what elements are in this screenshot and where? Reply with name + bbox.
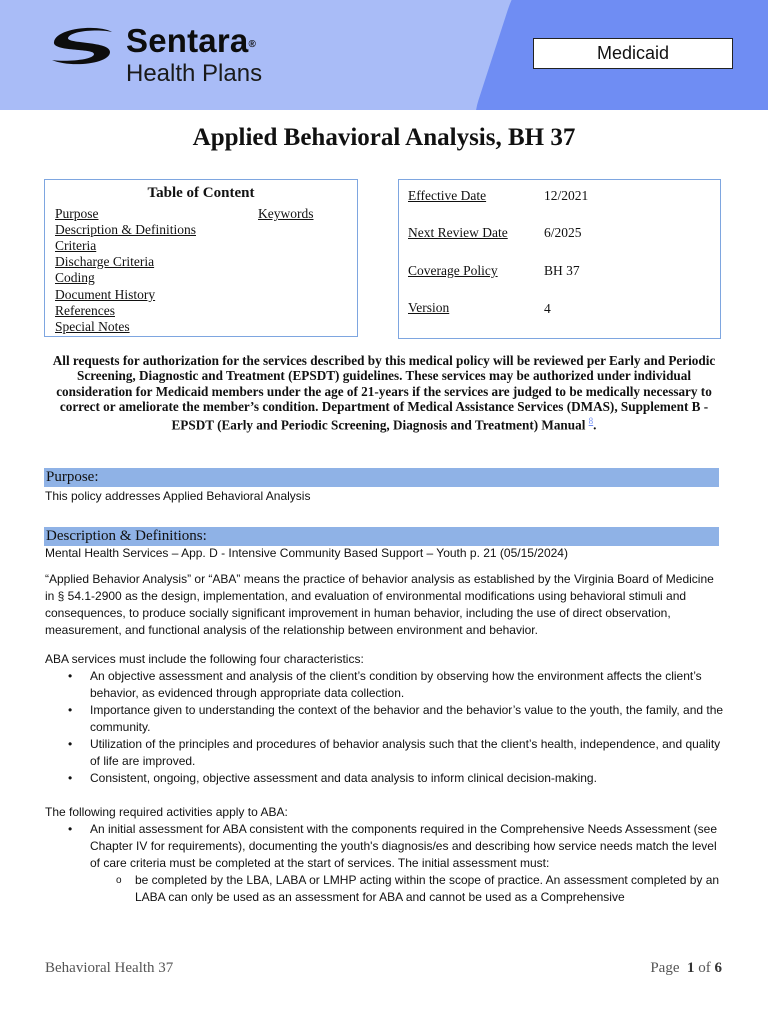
toc-link-keywords[interactable]: Keywords — [258, 206, 314, 221]
toc-link-coding[interactable]: Coding — [55, 270, 95, 285]
aba-definition: “Applied Behavior Analysis” or “ABA” means the practice of behavior analysis as established by the Virginia Board of Medicine in § 54.1-2900 as the design, implementation, and evaluation of environmental modifications using behavioral stimuli and consequences, to produce socially significant improvement in human behavior, including the use of direct observation, measurement, and functional analysis of the relationship between environment and behavior. — [45, 572, 714, 637]
reference-link[interactable]: 8 — [588, 416, 594, 427]
list-item: • Consistent, ongoing, objective assessment and data analysis to inform clinical decision-making. — [68, 771, 597, 785]
activities-list — [45, 821, 725, 906]
sentara-logo — [48, 24, 262, 87]
brand-subtitle: Health Plans — [126, 60, 263, 87]
toc-link-references[interactable]: References — [55, 303, 115, 318]
footer-document-name: Behavioral Health 37 — [45, 960, 174, 976]
footer-page-number: Page 1 of 6 — [650, 960, 722, 976]
toc-link-document-history[interactable]: Document History — [55, 287, 156, 302]
brand-name: Sentara® — [126, 22, 257, 59]
header-band — [0, 0, 768, 110]
table-of-content — [44, 179, 358, 337]
coverage-policy-label: Coverage Policy — [408, 263, 498, 278]
description-source: Mental Health Services – App. D - Intensive Community Based Support – Youth p. 21 (05/15/2024) — [45, 546, 568, 560]
list-item: • An initial assessment for ABA consistent with the components required in the Comprehensive Needs Assessment (see Chapter IV for requirements), documenting the youth's diagnosis/es and describing how service needs match the level of care criteria must be completed at the start of services. The initial assessment must: o be completed by the LBA, LABA or LMHP acting within the scope of practice. An assessment completed by an LABA can only be used as an assessment for ABA and cannot be used as a Comprehensive — [45, 821, 725, 906]
page-title: Applied Behavioral Analysis, BH 37 — [192, 124, 576, 151]
toc-link-criteria[interactable]: Criteria — [55, 238, 97, 253]
characteristics-list — [45, 668, 725, 787]
version-label: Version — [408, 300, 450, 315]
plan-type-badge: Medicaid — [533, 38, 733, 69]
toc-link-special-notes[interactable]: Special Notes — [55, 319, 130, 334]
characteristics-intro: ABA services must include the following four characteristics: — [45, 652, 364, 666]
version-value: 4 — [544, 301, 551, 316]
list-item: • An objective assessment and analysis of the client’s condition by observing how the environment affects the client’s behavior, as evidenced through appropriate data collection. — [68, 669, 702, 700]
notice-text: All requests for authorization for the services described by this medical policy will be reviewed per Early and Periodic Screening, Diagnostic and Treatment (EPSDT) guidelines. These services may be authorized under individual consideration for Medicaid members under the age of 21-years if the services are judged to be medically necessary to correct or ameliorate the member’s condition. Department of Medical Assistance Services (DMAS), Supplement B - EPSDT (Early and Periodic Screening, Diagnosis and Treatment) Manual — [52, 353, 716, 433]
toc-link-description[interactable]: Description & Definitions — [55, 222, 196, 237]
sub-list-item: o be completed by the LBA, LABA or LMHP acting within the scope of practice. An assessment completed by an LABA can only be used as an assessment for ABA and cannot be used as a Comprehensive — [116, 873, 720, 904]
description-heading: Description & Definitions: — [44, 527, 719, 546]
next-review-date-value: 6/2025 — [544, 225, 582, 240]
effective-date-value: 12/2021 — [544, 188, 589, 203]
activities-intro: The following required activities apply to ABA: — [45, 805, 288, 819]
sentara-s-swoosh-icon — [48, 24, 118, 68]
sub-list — [90, 872, 725, 906]
list-item: • Utilization of the principles and procedures of behavior analysis such that the client’s health, independence, and quality of life are improved. — [68, 737, 721, 768]
policy-info-box — [398, 179, 721, 339]
effective-date-label: Effective Date — [408, 188, 487, 203]
toc-link-purpose[interactable]: Purpose — [55, 206, 99, 221]
list-item: • Importance given to understanding the context of the behavior and the behavior’s value to the youth, the family, and the community. — [68, 703, 724, 734]
toc-link-discharge-criteria[interactable]: Discharge Criteria — [55, 254, 155, 269]
next-review-date-label: Next Review Date — [408, 225, 508, 240]
toc-title: Table of Content — [147, 185, 255, 201]
epsdt-notice: All requests for authorization for the services described by this medical policy will be reviewed per Early and Periodic Screening, Diagnostic and Treatment (EPSDT) guidelines. These services may be authorized under individual consideration for Medicaid members under the age of 21-years if the services are judged to be medically necessary to correct or ameliorate the member’s condition. Department of Medical Assistance Services (DMAS), Supplement B - EPSDT (Early and Periodic Screening, Diagnosis and Treatment) Manual $^8$. — [52, 353, 716, 433]
purpose-heading: Purpose: — [44, 468, 719, 487]
coverage-policy-value: BH 37 — [544, 263, 580, 278]
purpose-text: This policy addresses Applied Behavioral Analysis — [45, 489, 311, 503]
